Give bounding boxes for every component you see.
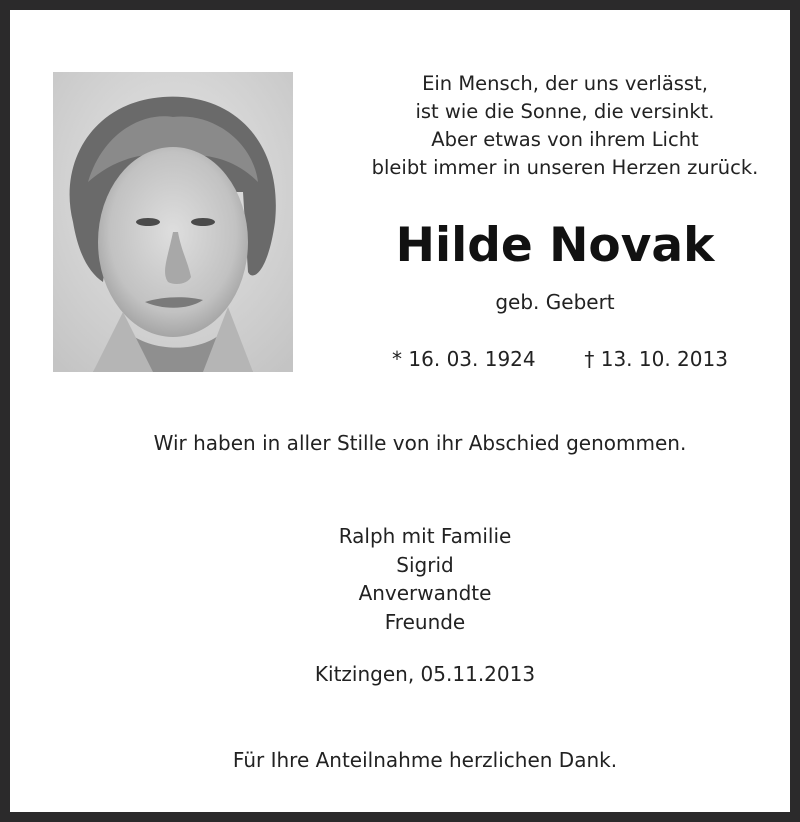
mourners-list [30,522,800,636]
death-cross-icon: † [584,347,595,371]
deceased-name: Hilde Novak [395,218,715,273]
verse-line: ist wie die Sonne, die versinkt. [415,100,715,123]
mourner: Ralph mit Familie [338,524,512,548]
portrait-photo [53,72,293,372]
memorial-verse [330,70,800,182]
mourner: Sigrid [396,552,454,577]
death-date: 13. 10. 2013 [600,347,728,371]
place-and-date: Kitzingen, 05.11.2013 [314,662,536,686]
life-dates [350,347,770,371]
maiden-name: geb. Gebert [495,290,615,314]
birth-date: 16. 03. 1924 [408,347,536,371]
verse-line: bleibt immer in unseren Herzen zurück. [371,156,759,179]
mourner: Anverwandte [358,581,492,605]
verse-line: Aber etwas von ihrem Licht [431,128,699,151]
mourner: Freunde [384,609,466,634]
portrait-image-icon [53,72,293,372]
birth-star-icon: * [392,347,403,371]
farewell-statement: Wir haben in aller Stille von ihr Abschied genommen. [153,431,687,455]
verse-line: Ein Mensch, der uns verlässt, [422,72,708,95]
thanks-note: Für Ihre Anteilnahme herzlichen Dank. [232,748,618,772]
